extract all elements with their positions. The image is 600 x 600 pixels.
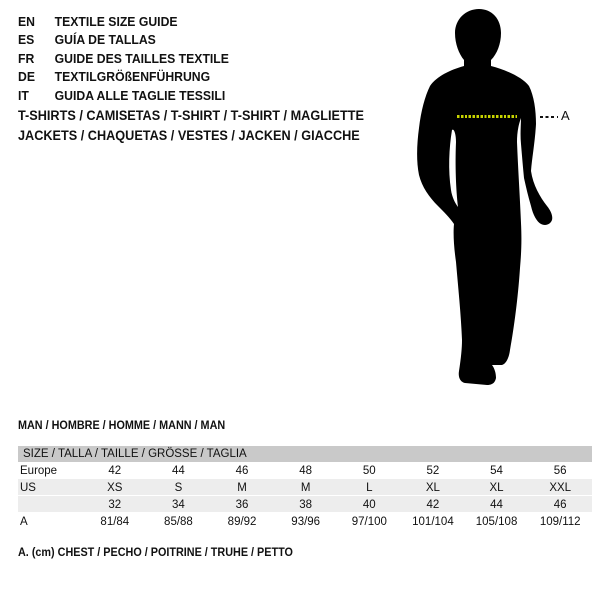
table-cell: 42	[426, 498, 440, 511]
measure-label-a: A	[561, 108, 570, 123]
language-row-it	[18, 86, 229, 105]
language-list	[18, 12, 229, 105]
language-row-es	[18, 31, 229, 50]
table-cell: S	[174, 481, 183, 494]
category-line-jackets: JACKETS / CHAQUETAS / VESTES / JACKEN / GIACCHE	[18, 128, 360, 143]
table-cell: 44	[490, 498, 503, 511]
table-cell: 44	[172, 464, 185, 477]
size-table	[18, 446, 592, 530]
size-table-header-label: SIZE / TALLA / TAILLE / GRÖSSE / TAGLIA	[23, 448, 247, 460]
table-cell: 50	[362, 464, 376, 477]
language-row-de	[18, 68, 229, 87]
table-row-us	[18, 479, 592, 496]
table-cell: 56	[553, 464, 567, 477]
table-cell: 42	[108, 464, 122, 477]
row-label: Europe	[20, 464, 58, 477]
table-row-alt-size	[18, 496, 592, 513]
table-cell: 32	[108, 498, 122, 511]
category-line-tshirts: T-SHIRTS / CAMISETAS / T-SHIRT / T-SHIRT / MAGLIETTE	[18, 108, 364, 123]
table-cell: 40	[362, 498, 376, 511]
table-cell: 34	[172, 498, 185, 511]
language-row-en	[18, 12, 229, 31]
row-label: US	[20, 481, 36, 494]
table-cell: 46	[235, 464, 249, 477]
measurement-footnote: A. (cm) CHEST / PECHO / POITRINE / TRUHE / PETTO	[18, 547, 293, 559]
language-row-fr	[18, 49, 229, 68]
garment-categories	[18, 106, 364, 146]
language-code: FR	[18, 50, 35, 66]
table-row-chest-a	[18, 513, 592, 530]
man-silhouette	[400, 8, 570, 393]
table-cell: 46	[553, 498, 567, 511]
table-cell: 97/100	[351, 515, 387, 528]
table-cell: 52	[426, 464, 440, 477]
table-cell: XS	[107, 481, 123, 494]
table-cell: 85/88	[164, 515, 193, 528]
table-cell: XL	[489, 481, 504, 494]
measure-callout-dash	[540, 116, 558, 118]
row-label: A	[20, 515, 28, 528]
table-cell: XL	[425, 481, 440, 494]
language-label: GUÍA DE TALLAS	[54, 32, 156, 48]
language-code: EN	[18, 13, 35, 29]
table-cell: M	[237, 481, 247, 494]
language-label: GUIDE DES TAILLES TEXTILE	[54, 50, 229, 66]
table-cell: 109/112	[539, 515, 581, 528]
table-cell: 48	[299, 464, 313, 477]
language-code: IT	[18, 87, 29, 103]
language-label: TEXTILGRÖßENFÜHRUNG	[54, 69, 211, 85]
table-cell: 38	[299, 498, 313, 511]
size-table-header	[18, 446, 592, 462]
table-cell: 105/108	[475, 515, 518, 528]
language-label: TEXTILE SIZE GUIDE	[54, 13, 178, 29]
table-cell: M	[300, 481, 311, 494]
language-code: ES	[18, 32, 35, 48]
table-cell: 54	[490, 464, 503, 477]
table-cell: 101/104	[412, 515, 454, 528]
chest-measure-dash-line	[457, 115, 517, 118]
table-cell: 89/92	[227, 515, 257, 528]
table-cell: 36	[235, 498, 249, 511]
table-cell: L	[366, 481, 373, 494]
table-cell: 93/96	[291, 515, 321, 528]
table-row-europe	[18, 462, 592, 479]
table-cell: XXL	[549, 481, 572, 494]
table-cell: 81/84	[100, 515, 130, 528]
language-code: DE	[18, 69, 35, 85]
section-title-man: MAN / HOMBRE / HOMME / MANN / MAN	[18, 420, 226, 432]
language-label: GUIDA ALLE TAGLIE TESSILI	[54, 87, 226, 103]
